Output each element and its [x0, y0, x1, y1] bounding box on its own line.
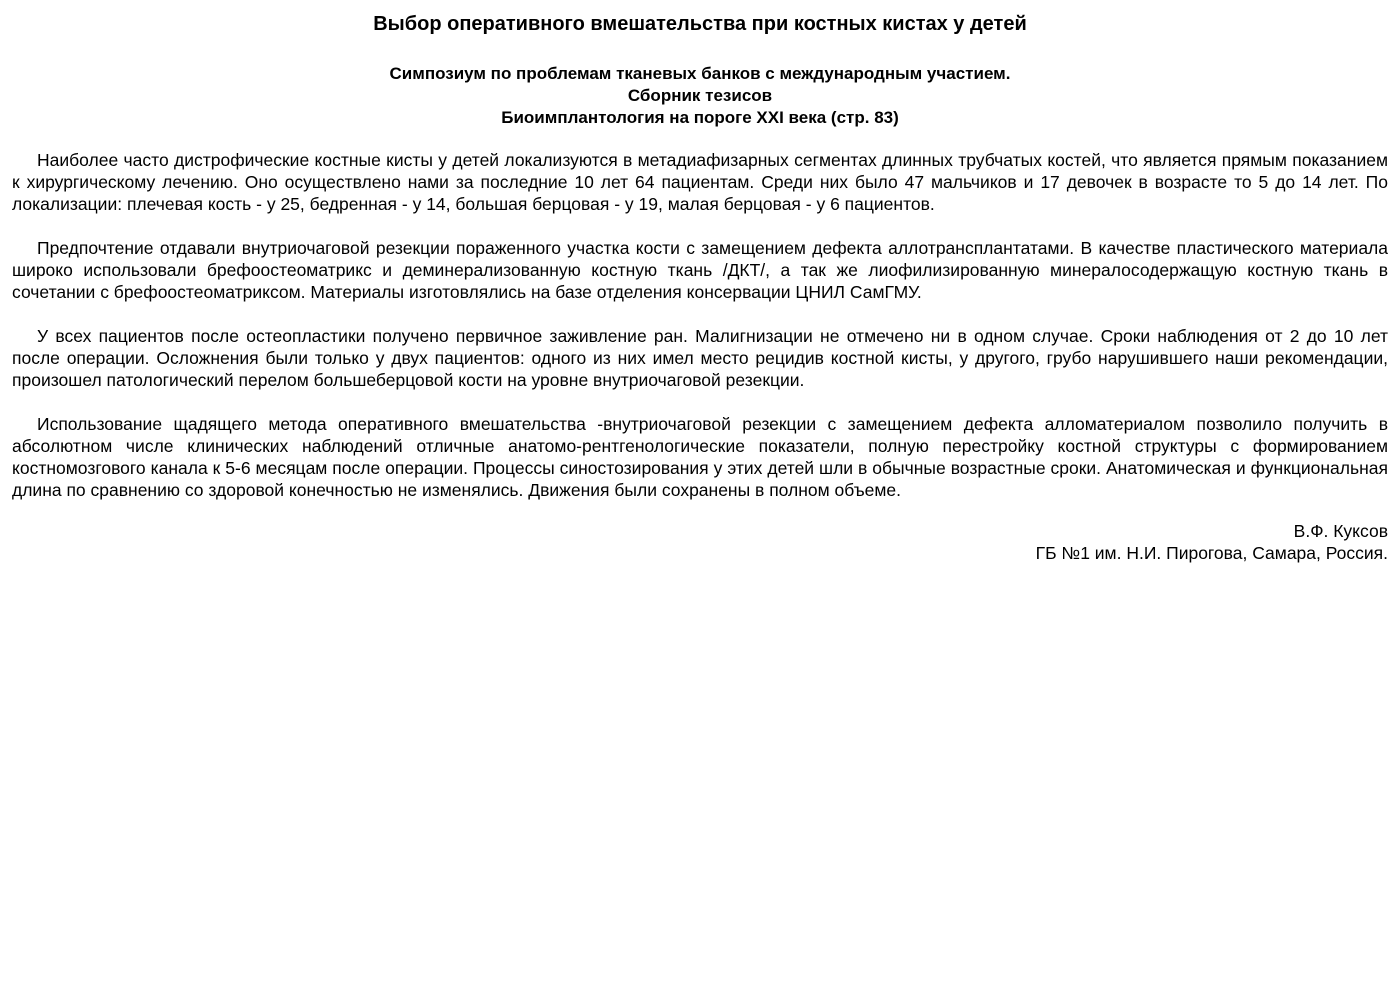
document-signature: [12, 520, 1388, 564]
paragraph-localization: Наиболее часто дистрофические костные кисты у детей локализуются в метадиафизарных сегментах длинных трубчатых костей, что является прямым показанием к хирургическому лечению. Оно осуществлено нами за последние 10 лет 64 пациентам. Среди них было 47 мальчиков и 17 девочек в возрасте то 5 до 14 лет. По локализации: плечевая кость - у 25, бедренная - у 14, большая берцовая - у 19, малая берцовая - у 6 пациентов.: [12, 150, 1388, 214]
page-title: Выбор оперативного вмешательства при костных кистах у детей: [373, 13, 1027, 35]
subtitle-line-collection: Сборник тезисов: [627, 86, 773, 105]
signature-affiliation: ГБ №1 им. Н.И. Пирогова, Самара, Россия.: [1035, 543, 1388, 563]
paragraph-results: У всех пациентов после остеопластики получено первичное заживление ран. Малигнизации не отмечено ни в одном случае. Сроки наблюдения от 2 до 10 лет после операции. Осложнения были только у двух пациентов: одного из них имел место рецидив костной кисты, у другого, грубо нарушившего наши рекомендации, произошел патологический перелом большеберцовой кости на уровне внутриочаговой резекции.: [12, 326, 1388, 390]
document-subtitle: [12, 63, 1388, 129]
signature-author: В.Ф. Куксов: [1293, 521, 1388, 541]
paragraph-method: Предпочтение отдавали внутриочаговой резекции пораженного участка кости с замещением дефекта аллотрансплантатами. В качестве пластического материала широко использовали брефоостеоматрикс и деминерализованную костную ткань /ДКТ/, а так же лиофилизированную минералосодержащую костную ткань в сочетании с брефоостеоматриксом. Материалы изготовлялись на базе отделения консервации ЦНИЛ СамГМУ.: [12, 238, 1388, 302]
subtitle-line-symposium: Симпозиум по проблемам тканевых банков с международным участием.: [389, 64, 1011, 83]
document-body: [12, 149, 1388, 501]
subtitle-line-bioimplantology: Биоимплантология на пороге XXI века (стр. 83): [501, 108, 899, 127]
paragraph-conclusion: Использование щадящего метода оперативного вмешательства -внутриочаговой резекции с замещением дефекта алломатериалом позволило получить в абсолютном числе клинических наблюдений отличные анатомо-рентгенологические показатели, полную перестройку костной структуры с формированием костномозгового канала к 5-6 месяцам после операции. Процессы синостозирования у этих детей шли в обычные возрастные сроки. Анатомическая и функциональная длина по сравнению со здоровой конечностью не изменялись. Движения были сохранены в полном объеме.: [12, 414, 1388, 500]
